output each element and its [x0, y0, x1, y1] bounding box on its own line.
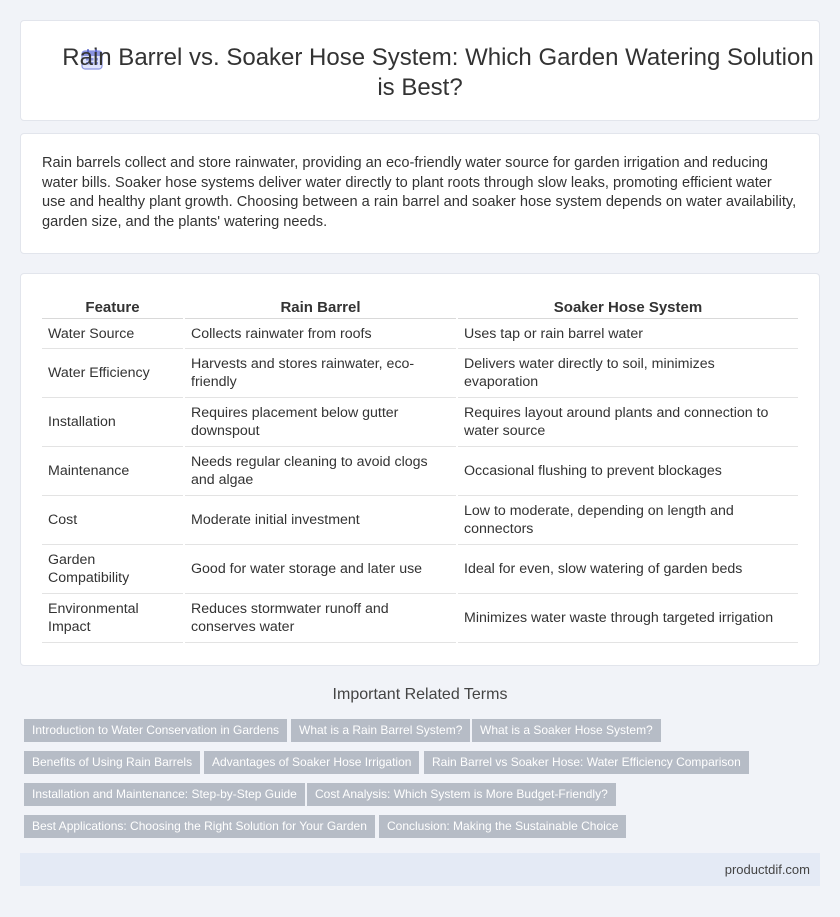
feature-cell: Installation	[42, 398, 184, 447]
page-title: Rain Barrel vs. Soaker Hose System: Which Garden Watering Solution is Best?	[62, 44, 814, 101]
header-soaker-hose: Soaker Hose System	[457, 293, 798, 319]
rain-barrel-cell: Needs regular cleaning to avoid clogs and algae	[184, 447, 457, 496]
related-term-tag[interactable]: Cost Analysis: Which System is More Budget-Friendly?	[307, 783, 616, 806]
table-header-row	[42, 293, 798, 319]
soaker-hose-cell: Ideal for even, slow watering of garden beds	[457, 545, 798, 594]
table-row	[42, 447, 798, 496]
feature-cell: Water Source	[42, 319, 184, 349]
footer-bar	[20, 853, 820, 886]
rain-barrel-cell: Moderate initial investment	[184, 496, 457, 545]
rain-barrel-cell: Collects rainwater from roofs	[184, 319, 457, 349]
soaker-hose-cell: Uses tap or rain barrel water	[457, 319, 798, 349]
rain-barrel-cell: Good for water storage and later use	[184, 545, 457, 594]
related-term-tag[interactable]: Best Applications: Choosing the Right Solution for Your Garden	[24, 815, 375, 838]
soaker-hose-cell: Minimizes water waste through targeted irrigation	[457, 594, 798, 643]
title-card	[20, 20, 820, 121]
feature-cell: Garden Compatibility	[42, 545, 184, 594]
site-name[interactable]: productdif.com	[724, 862, 810, 877]
related-term-tag[interactable]: Introduction to Water Conservation in Gardens	[24, 719, 287, 742]
intro-card	[20, 133, 820, 254]
related-term-tag[interactable]: What is a Soaker Hose System?	[472, 719, 661, 742]
table-row	[42, 319, 798, 349]
related-term-tag[interactable]: Rain Barrel vs Soaker Hose: Water Efficiency Comparison	[424, 751, 749, 774]
feature-cell: Environmental Impact	[42, 594, 184, 643]
feature-cell: Maintenance	[42, 447, 184, 496]
table-row	[42, 398, 798, 447]
related-term-tag[interactable]: Advantages of Soaker Hose Irrigation	[204, 751, 419, 774]
related-term-tag[interactable]: What is a Rain Barrel System?	[291, 719, 470, 742]
table-row	[42, 349, 798, 398]
related-term-tag[interactable]: Benefits of Using Rain Barrels	[24, 751, 200, 774]
soaker-hose-cell: Occasional flushing to prevent blockages	[457, 447, 798, 496]
table-row	[42, 545, 798, 594]
rain-barrel-cell: Requires placement below gutter downspout	[184, 398, 457, 447]
soaker-hose-cell: Requires layout around plants and connection to water source	[457, 398, 798, 447]
feature-cell: Water Efficiency	[42, 349, 184, 398]
table-row	[42, 594, 798, 643]
related-terms-title: Important Related Terms	[332, 686, 508, 703]
related-term-tag[interactable]: Installation and Maintenance: Step-by-Step Guide	[24, 783, 305, 806]
comparison-table	[42, 293, 798, 643]
rain-barrel-cell: Harvests and stores rainwater, eco-friendly	[184, 349, 457, 398]
header-rain-barrel: Rain Barrel	[184, 293, 457, 319]
table-row	[42, 496, 798, 545]
feature-cell: Cost	[42, 496, 184, 545]
related-term-tag[interactable]: Conclusion: Making the Sustainable Choice	[379, 815, 626, 838]
comparison-card	[20, 273, 820, 666]
rain-barrel-cell: Reduces stormwater runoff and conserves water	[184, 594, 457, 643]
soaker-hose-cell: Delivers water directly to soil, minimizes evaporation	[457, 349, 798, 398]
intro-paragraph: Rain barrels collect and store rainwater, providing an eco-friendly water source for garden irrigation and reducing water bills. Soaker hose systems deliver water directly to plant roots through slow leaks, promoting efficient water use and healthy plant growth. Choosing between a rain barrel and soaker hose system depends on water availability, garden size, and the plants' watering needs.	[42, 155, 797, 230]
soaker-hose-cell: Low to moderate, depending on length and connectors	[457, 496, 798, 545]
header-feature: Feature	[42, 293, 184, 319]
